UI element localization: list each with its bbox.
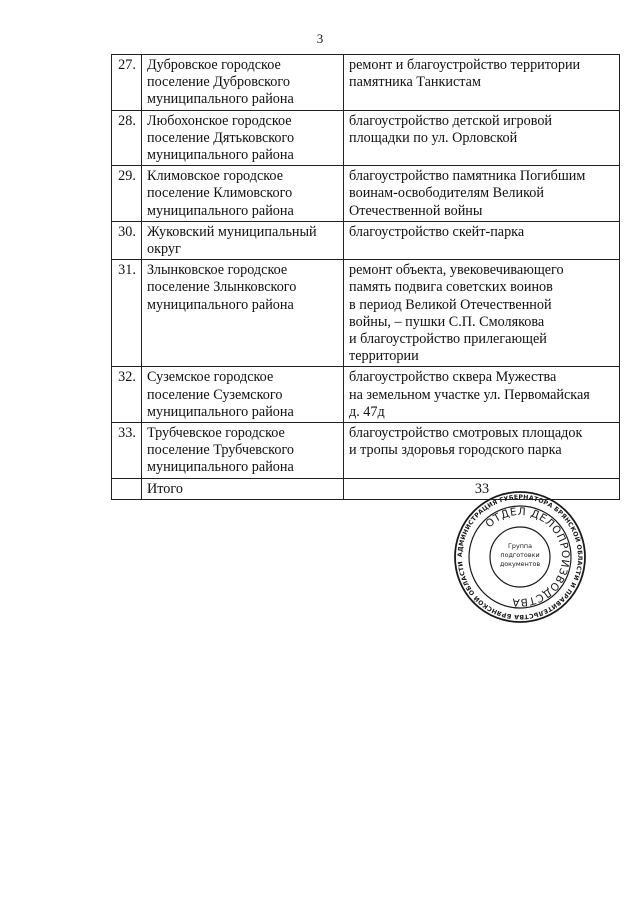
stamp-center-line: подготовки bbox=[500, 551, 540, 559]
total-label: Итого bbox=[142, 478, 344, 499]
municipality-cell: Злынковское городское поселение Злынковского муниципального района bbox=[142, 260, 344, 367]
municipality-projects-table bbox=[111, 54, 620, 500]
stamp-center-line: документов bbox=[499, 560, 541, 568]
row-number: 28. bbox=[112, 110, 142, 166]
municipality-cell: Суземское городское поселение Суземского муниципального района bbox=[142, 367, 344, 423]
municipality-cell: Жуковский муниципальный округ bbox=[142, 221, 344, 259]
table-row bbox=[112, 55, 620, 111]
total-number-cell bbox=[112, 478, 142, 499]
project-cell: благоустройство сквера Мужества на земельном участке ул. Первомайская д. 47д bbox=[344, 367, 620, 423]
page-number: 3 bbox=[316, 31, 324, 46]
municipality-cell: Дубровское городское поселение Дубровского муниципального района bbox=[142, 55, 344, 111]
stamp-center-line: Группа bbox=[507, 542, 533, 550]
municipality-cell: Трубчевское городское поселение Трубчевского муниципального района bbox=[142, 423, 344, 479]
row-number: 33. bbox=[112, 423, 142, 479]
table-row bbox=[112, 110, 620, 166]
municipality-cell: Климовское городское поселение Климовского муниципального района bbox=[142, 166, 344, 222]
table-row bbox=[112, 367, 620, 423]
project-cell: ремонт и благоустройство территории памятника Танкистам bbox=[344, 55, 620, 111]
project-cell: благоустройство памятника Погибшим воинам-освободителям Великой Отечественной войны bbox=[344, 166, 620, 222]
table-row bbox=[112, 166, 620, 222]
row-number: 27. bbox=[112, 55, 142, 111]
table-row bbox=[112, 260, 620, 367]
stamp-outer-text: АДМИНИСТРАЦИЯ ГУБЕРНАТОРА БРЯНСКОЙ ОБЛАСТИ И ПРАВИТЕЛЬСТВА БРЯНСКОЙ ОБЛАСТИ bbox=[456, 493, 584, 621]
row-number: 32. bbox=[112, 367, 142, 423]
project-cell: благоустройство детской игровой площадки по ул. Орловской bbox=[344, 110, 620, 166]
row-number: 29. bbox=[112, 166, 142, 222]
department-seal-stamp bbox=[453, 490, 587, 624]
row-number: 31. bbox=[112, 260, 142, 367]
table-row bbox=[112, 221, 620, 259]
table-row bbox=[112, 423, 620, 479]
project-cell: ремонт объекта, увековечивающего память подвига советских воинов в период Великой Отечественной войны, – пушки С.П. Смолякова и благоустройство прилегающей территории bbox=[344, 260, 620, 367]
project-cell: благоустройство смотровых площадок и тропы здоровья городского парка bbox=[344, 423, 620, 479]
row-number: 30. bbox=[112, 221, 142, 259]
stamp-department-text: ОТДЕЛ ДЕЛОПРОИЗВОДСТВА bbox=[483, 505, 572, 609]
project-cell: благоустройство скейт-парка bbox=[344, 221, 620, 259]
municipality-cell: Любохонское городское поселение Дятьковского муниципального района bbox=[142, 110, 344, 166]
total-value: 33 bbox=[344, 478, 620, 499]
